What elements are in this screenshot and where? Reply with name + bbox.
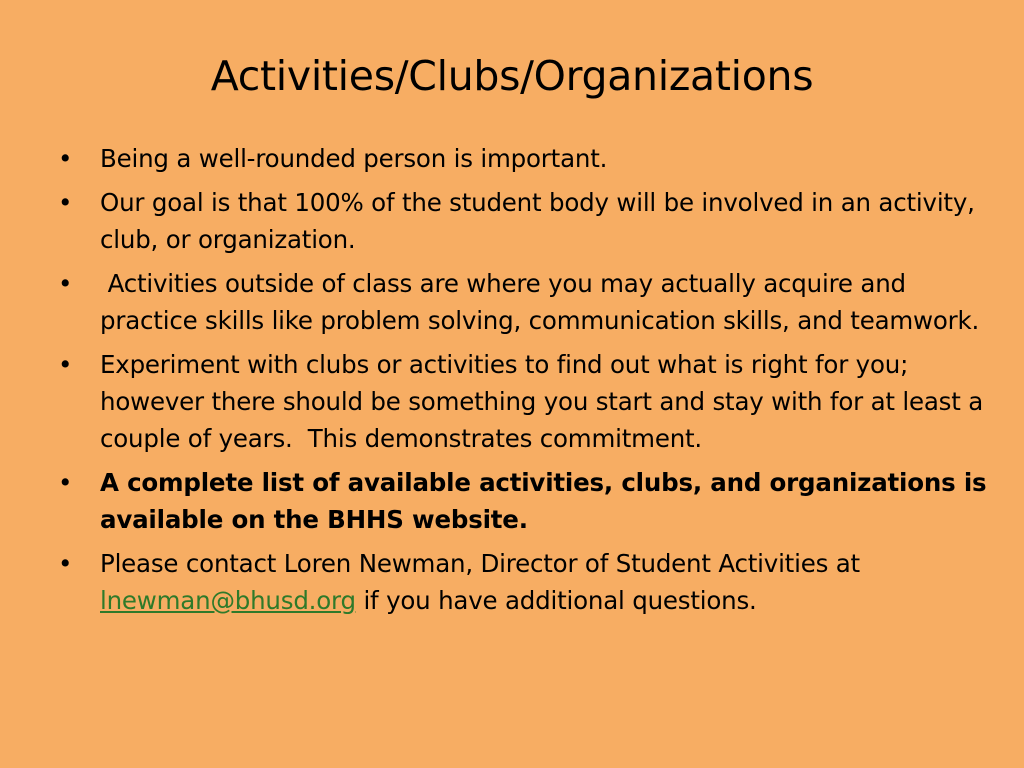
bullet-dot-icon: • bbox=[58, 269, 73, 298]
bullet-list bbox=[58, 140, 991, 626]
bullet-text: Being a well-rounded person is important. bbox=[100, 144, 608, 173]
bullet-text bbox=[100, 549, 860, 615]
bullet-text: A complete list of available activities, clubs, and organizations is available on the BHHS website. bbox=[100, 468, 987, 534]
bullet-item bbox=[58, 184, 988, 258]
bullet-item bbox=[58, 265, 988, 339]
email-link[interactable]: lnewman@bhusd.org bbox=[100, 586, 356, 615]
bullet-item bbox=[58, 346, 991, 457]
bullet-dot-icon: • bbox=[58, 350, 73, 379]
bullet-dot-icon: • bbox=[58, 549, 73, 578]
contact-text-before: Please contact Loren Newman, Director of Student Activities at bbox=[100, 549, 860, 578]
slide-title: Activities/Clubs/Organizations bbox=[210, 52, 814, 100]
bullet-item bbox=[58, 140, 988, 177]
bullet-dot-icon: • bbox=[58, 468, 73, 497]
bullet-dot-icon: • bbox=[58, 144, 73, 173]
bullet-item-bold bbox=[58, 464, 988, 538]
bullet-item bbox=[58, 545, 988, 619]
bullet-dot-icon: • bbox=[58, 188, 73, 217]
bullet-text: Experiment with clubs or activities to find out what is right for you; however there should be something you start and stay with for at least a couple of years. This demonstrates commitment. bbox=[100, 350, 991, 453]
bullet-text: Activities outside of class are where you may actually acquire and practice skills like problem solving, communication skills, and teamwork. bbox=[100, 269, 980, 335]
contact-text-after: if you have additional questions. bbox=[355, 586, 757, 615]
bullet-text: Our goal is that 100% of the student body will be involved in an activity, club, or organization. bbox=[100, 188, 975, 254]
